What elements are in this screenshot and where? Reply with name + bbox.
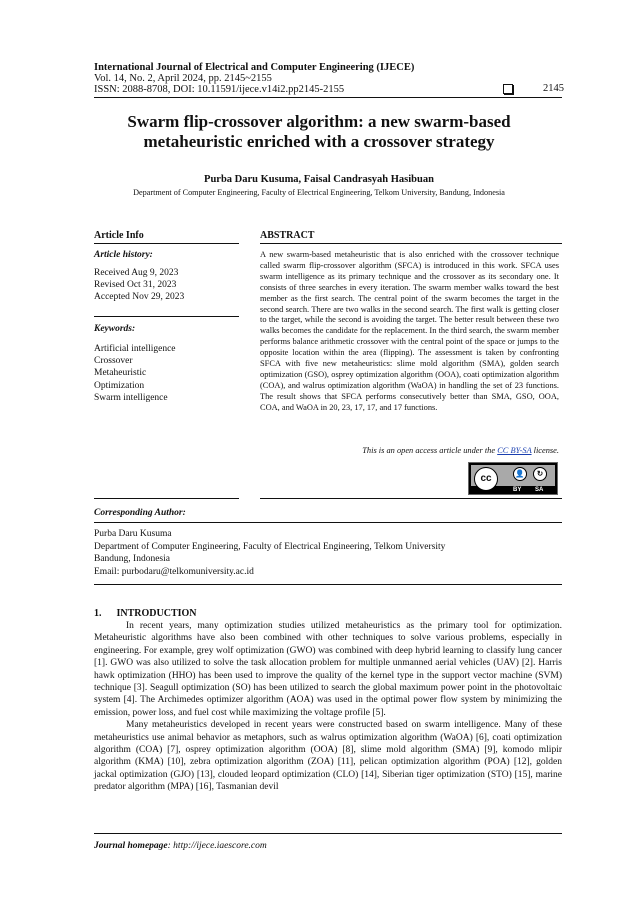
issn-doi: ISSN: 2088-8708, DOI: 10.11591/ijece.v14i2.pp2145-2155 [94, 84, 345, 95]
corr-location: Bandung, Indonesia [94, 554, 170, 565]
authors: Purba Daru Kusuma, Faisal Candrasyah Hasibuan [204, 174, 434, 185]
header-rule [94, 97, 562, 98]
introduction-heading: 1. INTRODUCTION [94, 608, 197, 619]
intro-paragraph: In recent years, many optimization studies utilized metaheuristics as the primary tool for optimization. Metaheuristic algorithms have also been combined with other techniques to solve various problems, especially in engineering. For example, grey wolf optimization (GWO) was combined with deep hybrid learning to classify lung cancer [1]. GWO was also utilized to solve the task allocation problem for multiple unmanned aerial vehicles (UAV) [2]. Harris hawk optimization (HHO) has been used to improve the quality of the kernel type in the support vector machine (SVM) technique [3]. Seagull optimization (SO) has been utilized to search the global maximum power point in the photovoltaic system [4]. The Archimedes optimizer algorithm (AOA) was used in the optimal power flow system by minimizing the emission, power loss, and fuel cost while maximizing the voltage profile [5]. [94, 621, 562, 718]
open-access-prefix: This is an open access article under the [362, 446, 498, 455]
history-received: Received Aug 9, 2023 [94, 268, 179, 278]
cc-icon: cc [474, 467, 498, 491]
corr-department: Department of Computer Engineering, Faculty of Electrical Engineering, Telkom University [94, 541, 446, 552]
article-info-heading: Article Info [94, 230, 144, 241]
open-access-suffix: license. [531, 446, 559, 455]
title-line-2: metaheuristic enriched with a crossover strategy [143, 132, 495, 151]
badge-by-label: BY [513, 487, 522, 493]
article-history-heading: Article history: [94, 250, 153, 260]
volume-info: Vol. 14, No. 2, April 2024, pp. 2145~2155 [94, 73, 272, 84]
keywords-heading: Keywords: [94, 324, 136, 334]
article-history [94, 267, 184, 304]
abstract-text: A new swarm-based metaheuristic that is also enriched with the crossover technique called swarm flip-crossover algorithm (SFCA) is introduced in this work. SFCA uses swarm intelligence as its primary technique and the crossover as its secondary one. It consists of three searches in every iteration. The swarm member walks toward the best member as the first search. The central point of the swarm becomes the target in the second search. There are two walks in the second search. The first walk is getting closer to the target, while the second is avoiding the target. The better result between these two walks becomes the candidate for the replacement. In the third search, the swarm member performs balance arithmetic crossover with the central point of the space or jumps to the opposite location within the area (flipping). The assessment is taken by confronting SFCA with five new metaheuristics: slime mold algorithm (SMA), golden search optimization (GSO), osprey optimization algorithm (OOA), coati optimization algorithm (COA), and walrus optimization algorithm (WaOA) in handling the set of 23 functions. The result shows that SFCA performs consecutively better than SMA, GSO, OOA, COA, and WaOA in 20, 23, 17, 17, and 17 functions. [260, 250, 559, 412]
abstract-heading: ABSTRACT [260, 230, 315, 241]
open-access-note [260, 446, 559, 455]
corr-name: Purba Daru Kusuma [94, 529, 172, 539]
paper-title [60, 112, 578, 152]
cc-by-sa-badge[interactable] [468, 462, 558, 495]
history-rule [94, 316, 239, 317]
introduction-body [94, 620, 562, 794]
abstract-bottom-rule [260, 498, 562, 499]
share-alike-icon: ↻ [533, 467, 547, 481]
title-line-1: Swarm flip-crossover algorithm: a new swarm-based [127, 112, 511, 131]
keywords-list [94, 343, 176, 404]
keyword-item: Artificial intelligence [94, 344, 176, 354]
journal-name: International Journal of Electrical and Computer Engineering (IJECE) [94, 62, 415, 73]
corresponding-details [94, 528, 445, 578]
homepage-label: Journal homepage [94, 841, 168, 851]
keyword-item: Crossover [94, 356, 133, 367]
page-number: 2145 [543, 83, 564, 94]
corresponding-heading: Corresponding Author: [94, 508, 186, 518]
history-revised: Revised Oct 31, 2023 [94, 280, 177, 291]
by-person-icon: 👤 [513, 467, 527, 481]
article-info-rule [94, 243, 239, 244]
journal-homepage [94, 841, 267, 851]
page-number-area [503, 83, 564, 94]
footer-rule [94, 833, 562, 834]
article-info-bottom-rule [94, 498, 239, 499]
corresponding-rule [94, 522, 562, 523]
corr-email: Email: purbodaru@telkomuniversity.ac.id [94, 566, 254, 577]
homepage-url[interactable]: : http://ijece.iaescore.com [167, 841, 267, 851]
intro-paragraph: Many metaheuristics developed in recent years were constructed based on swarm intelligence. Many of these metaheuristics use animal behavior as metaphors, such as walrus optimization algorithm (WaOA) [6], coati optimization algorithm (COA) [7], osprey optimization algorithm (OOA) [8], slime mold algorithm (SMA) [9], komodo mlipir algorithm (KMA) [10], zebra optimization algorithm (ZOA) [11], pelican optimization algorithm (POA) [12], golden jackal optimization (GJO) [13], clouded leopard optimization (CLO) [14], Siberian tiger optimization (STO) [15], marine predator algorithm (MPA) [16], Tasmanian devil [94, 720, 562, 793]
license-link[interactable]: CC BY-SA [497, 446, 532, 455]
keyword-item: Swarm intelligence [94, 392, 168, 403]
checkbox-icon [503, 84, 513, 94]
keyword-item: Metaheuristic [94, 368, 147, 379]
badge-sa-label: SA [535, 487, 544, 493]
history-accepted: Accepted Nov 29, 2023 [94, 292, 185, 303]
affiliation: Department of Computer Engineering, Faculty of Electrical Engineering, Telkom University, Bandung, Indonesia [133, 188, 505, 197]
abstract-rule [260, 243, 562, 244]
keyword-item: Optimization [94, 380, 145, 391]
corresponding-bottom-rule [94, 584, 562, 585]
